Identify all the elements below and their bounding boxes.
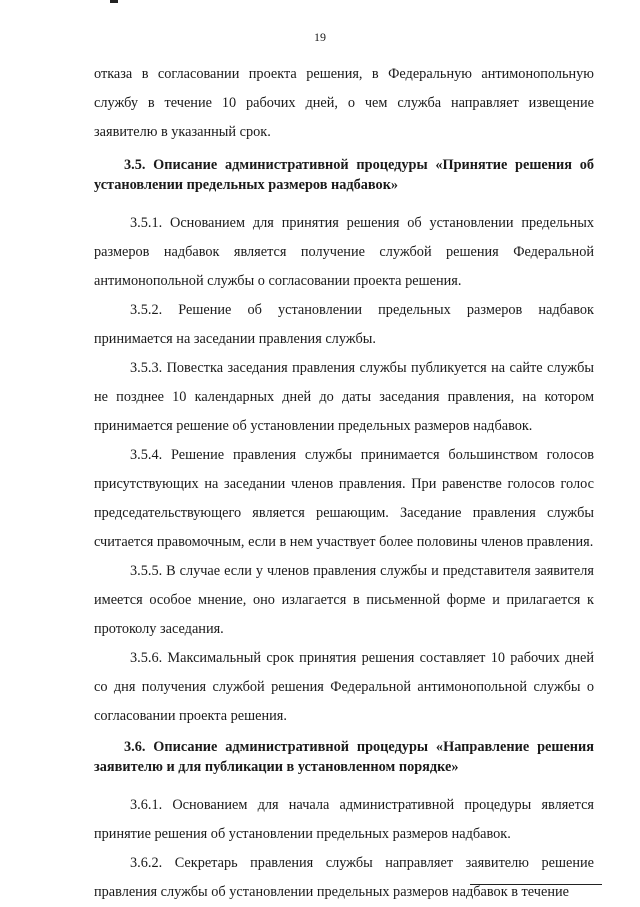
continued-paragraph: отказа в согласовании проекта решения, в Федеральную антимонопольную службу в течение 10 рабочих дней, о чем служба направляет извещение заявителю в указанный срок. xyxy=(94,66,594,140)
section-heading-3-5: 3.5. Описание административной процедуры «Принятие решения об установлении предельных размеров надбавок» xyxy=(94,157,594,193)
paragraph-3-6-2: 3.6.2. Секретарь правления службы направляет заявителю решение правления службы об установлении предельных размеров надбавок в течение xyxy=(94,855,594,900)
page-number: 19 xyxy=(314,30,326,44)
paragraph-3-5-6: 3.5.6. Максимальный срок принятия решения составляет 10 рабочих дней со дня получения службой решения Федеральной антимонопольной службы о согласовании проекта решения. xyxy=(94,650,594,724)
footer-rule xyxy=(470,884,602,885)
paragraph-3-5-1: 3.5.1. Основанием для принятия решения об установлении предельных размеров надбавок является получение службой решения Федеральной антимонопольной службы о согласовании проекта решения. xyxy=(94,215,594,289)
paragraph-3-5-2: 3.5.2. Решение об установлении предельных размеров надбавок принимается на заседании правления службы. xyxy=(94,302,594,347)
paragraph-3-5-5: 3.5.5. В случае если у членов правления службы и представителя заявителя имеется особое мнение, оно излагается в письменной форме и прилагается к протоколу заседания. xyxy=(94,563,594,637)
paragraph-3-6-1: 3.6.1. Основанием для начала административной процедуры является принятие решения об установлении предельных размеров надбавок. xyxy=(94,797,594,842)
document-body xyxy=(94,60,594,907)
scan-mark xyxy=(110,0,118,3)
paragraph-3-5-3: 3.5.3. Повестка заседания правления службы публикуется на сайте службы не позднее 10 календарных дней до даты заседания правления, на котором принимается решение об установлении предельных размеров надбавок. xyxy=(94,360,594,434)
paragraph-3-5-4: 3.5.4. Решение правления службы принимается большинством голосов присутствующих на заседании членов правления. При равенстве голосов голос председательствующего является решающим. Заседание правления службы считается правомочным, если в нем участвует более половины членов правления. xyxy=(94,447,594,550)
section-heading-3-6: 3.6. Описание административной процедуры «Направление решения заявителю и для публикации в установленном порядке» xyxy=(94,739,594,775)
